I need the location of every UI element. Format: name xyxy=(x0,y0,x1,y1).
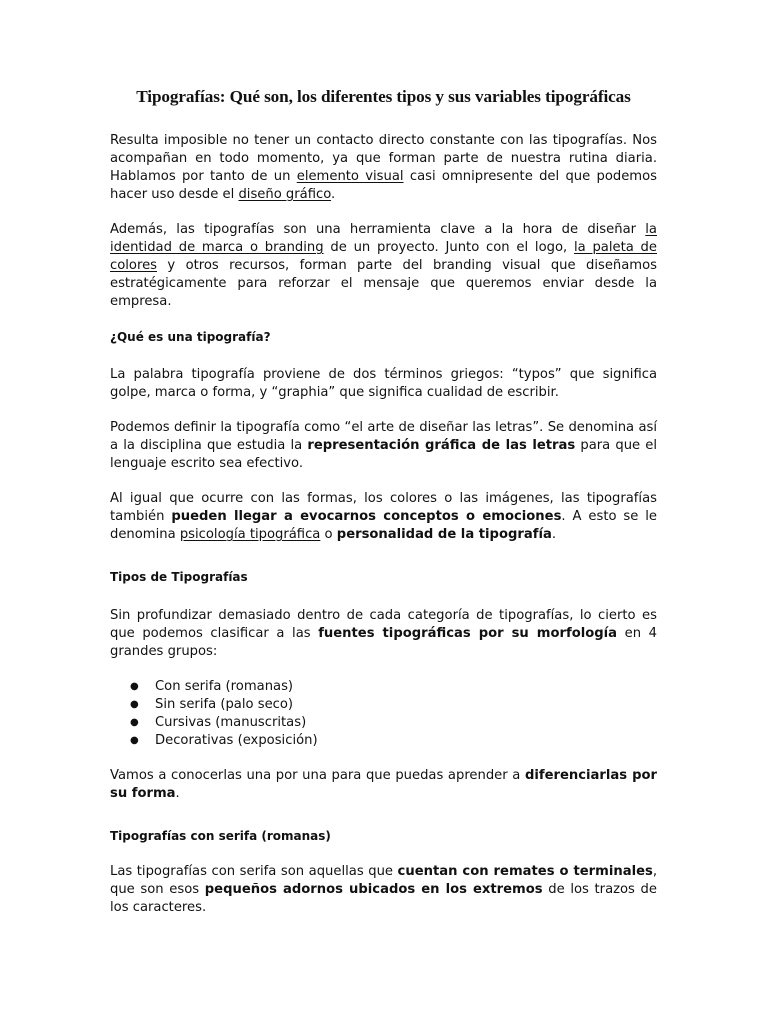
link-psicologia-tipografica[interactable]: psicología tipográfica xyxy=(179,527,321,542)
document-title: Tipografías: Qué son, los diferentes tipos y sus variables tipográficas xyxy=(136,87,631,106)
link-paleta-de-colores[interactable]: la paleta de colores xyxy=(110,240,657,273)
paragraph-text: en 4 grandes grupos: xyxy=(110,626,657,659)
bold-text: pequeños adornos ubicados en los extremos xyxy=(204,882,543,897)
paragraph-text: o xyxy=(320,527,337,542)
section-heading-tipos: Tipos de Tipografías xyxy=(110,570,248,584)
paragraph-serifa xyxy=(110,863,657,917)
paragraph-conocerlas xyxy=(110,767,657,803)
bold-text: personalidad de la tipografía xyxy=(336,527,552,542)
paragraph-text: de un proyecto. Junto con el logo, xyxy=(323,240,574,255)
paragraph-etimologia: La palabra tipografía proviene de dos términos griegos: “typos” que significa golpe, marca o forma, y “graphia” que significa cualidad de escribir. xyxy=(110,367,657,400)
document-page xyxy=(110,86,657,917)
paragraph-text: Las tipografías con serifa son aquellas que xyxy=(110,864,398,879)
section-heading-que-es: ¿Qué es una tipografía? xyxy=(110,330,271,344)
list-item: ● Decorativas (exposición) xyxy=(130,732,657,750)
paragraph-clasificacion xyxy=(110,607,657,661)
bold-text: fuentes tipográficas por su morfología xyxy=(318,626,618,641)
bold-text: pueden llegar a evocarnos conceptos o emociones xyxy=(171,509,562,524)
paragraph-text: Resulta imposible no tener un contacto directo constante con las tipografías. Nos acompañan en todo momento, ya que forman parte de nuestra rutina diaria. Hablamos por tanto de un xyxy=(110,133,657,184)
paragraph-text: . A esto se le denomina xyxy=(110,509,658,542)
paragraph-text: Podemos definir la tipografía como “el arte de diseñar las letras”. Se denomina así a la disciplina que estudia la xyxy=(110,420,657,453)
paragraph-text: y otros recursos, forman parte del branding visual que diseñamos estratégicamente para reforzar el mensaje que queremos enviar desde la empresa. xyxy=(110,258,657,309)
link-diseno-grafico[interactable]: diseño gráfico xyxy=(238,187,332,202)
link-identidad-de-marca[interactable]: la identidad de marca o branding xyxy=(110,222,657,255)
list-item: ● Cursivas (manuscritas) xyxy=(130,714,657,732)
bullet-list xyxy=(110,678,657,750)
paragraph-text: Sin profundizar demasiado dentro de cada categoría de tipografías, lo cierto es que podemos clasificar a las xyxy=(110,608,657,641)
paragraph-text: . xyxy=(175,786,180,801)
list-item: ● Con serifa (romanas) xyxy=(130,678,657,696)
paragraph-text: para que el lenguaje escrito sea efectivo. xyxy=(110,438,658,471)
paragraph-emociones xyxy=(110,490,657,544)
paragraph-text: . xyxy=(551,527,557,542)
section-heading-serifa: Tipografías con serifa (romanas) xyxy=(110,829,331,843)
list-item: ● Sin serifa (palo seco) xyxy=(130,696,657,714)
paragraph-text: de los trazos de los caracteres. xyxy=(110,882,657,915)
paragraph-intro xyxy=(110,132,657,204)
paragraph-text: . xyxy=(331,187,336,202)
paragraph-text: Al igual que ocurre con las formas, los colores o las imágenes, las tipografías también xyxy=(110,491,657,524)
paragraph-definicion xyxy=(110,419,657,473)
link-elemento-visual[interactable]: elemento visual xyxy=(296,169,404,184)
paragraph-text: , que son esos xyxy=(110,864,657,897)
bold-text: representación gráfica de las letras xyxy=(307,438,576,453)
paragraph-branding xyxy=(110,221,657,311)
paragraph-text: casi omnipresente del que podemos hacer uso desde el xyxy=(110,169,657,202)
paragraph-text: Además, las tipografías son una herramienta clave a la hora de diseñar xyxy=(110,222,646,237)
bold-text: diferenciarlas por su forma xyxy=(110,768,657,801)
bold-text: cuentan con remates o terminales xyxy=(397,864,653,879)
paragraph-text: Vamos a conocerlas una por una para que puedas aprender a xyxy=(110,768,525,783)
